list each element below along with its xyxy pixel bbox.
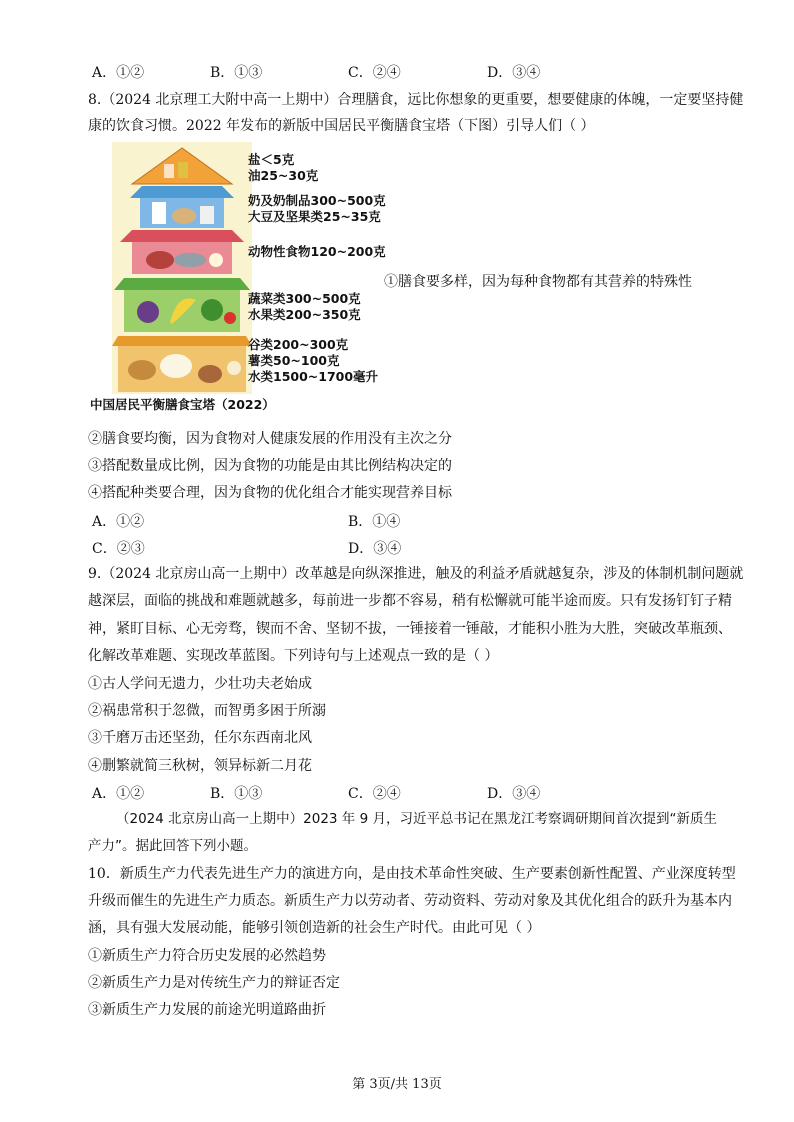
pagoda-label-tier1-line2: 油25~30克: [248, 168, 319, 183]
pagoda-tier2-milk: [152, 202, 166, 224]
q10-intro-line2: 产力”。据此回答下列小题。: [88, 838, 257, 854]
q8-option-c: C．②③: [92, 541, 145, 557]
q10-stem-line3: 涵，具有强大发展动能，能够引领创造新的社会生产时代。由此可见（ ）: [88, 920, 541, 936]
page-number: 第 3页/共 13页: [352, 1077, 442, 1092]
q9-stem-line1: 9.（2024 北京房山高一上期中）改革越是向纵深推进，触及的利益矛盾就越复杂，涉及的体制机制问题就: [88, 566, 744, 582]
pagoda-label-tier2-line2: 大豆及坚果类25~35克: [248, 209, 381, 224]
pagoda-tier5-rice: [227, 361, 241, 375]
q10-statement-3: ③新质生产力发展的前途光明道路曲折: [88, 1002, 326, 1018]
pagoda-tier2-tofu: [200, 206, 214, 224]
q9-option-b: B．①③: [210, 786, 263, 802]
q7-option-b: B．①③: [210, 65, 263, 81]
q9-option-c: C．②④: [348, 786, 401, 802]
pagoda-tier1-salt: [164, 164, 174, 178]
pagoda-tier4-grapes: [137, 301, 159, 323]
pagoda-label-tier5-line1: 谷类200~300克: [248, 337, 349, 352]
q8-option-a: A．①②: [92, 514, 145, 530]
pagoda-tier5-roof: [112, 336, 252, 346]
pagoda-tier3-fish: [174, 253, 206, 267]
pagoda-tier4-vegetable: [201, 299, 223, 321]
pagoda-tier4-roof: [114, 278, 250, 290]
q9-option-d: D．③④: [487, 786, 541, 802]
pagoda-tier5-grains: [128, 360, 156, 380]
q9-statement-3: ③千磨万击还坚劲，任尔东西南北风: [88, 730, 312, 746]
food-pagoda-illustration: [112, 142, 252, 394]
q9-statement-1: ①古人学问无遗力，少壮功夫老始成: [88, 676, 312, 692]
q7-option-d: D．③④: [487, 65, 541, 81]
q8-stem-line2: 康的饮食习惯。2022 年发布的新版中国居民平衡膳食宝塔（下图）引导人们（ ）: [88, 118, 595, 134]
pagoda-tier1-oil: [178, 162, 188, 178]
pagoda-label-tier5-line3: 水类1500~1700毫升: [248, 369, 379, 384]
q9-stem-line2: 越深层，面临的挑战和难题就越多，每前进一步都不容易，稍有松懈就可能半途而废。只有发扬钉钉子精: [88, 593, 732, 609]
food-pagoda-figure: [112, 142, 252, 394]
pagoda-tier2-nuts: [172, 208, 196, 224]
q9-stem-line3: 神，紧盯目标、心无旁骛，锲而不舍、坚韧不拔，一锤接着一锤敲，才能积小胜为大胜，突破改革瓶颈、: [88, 621, 732, 637]
q8-option-d: D．③④: [348, 541, 402, 557]
pagoda-tier5-buns: [160, 354, 192, 378]
pagoda-label-tier4-line1: 蔬菜类300~500克: [248, 291, 361, 306]
q7-option-a: A．①②: [92, 65, 145, 81]
q8-statement-1: ①膳食要多样，因为每种食物都有其营养的特殊性: [384, 274, 692, 290]
q8-statement-4: ④搭配种类要合理，因为食物的优化组合才能实现营养目标: [88, 485, 452, 501]
q8-statement-3: ③搭配数量成比例，因为食物的功能是由其比例结构决定的: [88, 458, 452, 474]
pagoda-label-tier1-line1: 盐＜5克: [248, 152, 295, 167]
pagoda-tier4-tomato: [224, 312, 236, 324]
q9-statement-4: ④删繁就简三秋树，领异标新二月花: [88, 758, 312, 774]
q10-stem-line2: 升级而催生的先进生产力质态。新质生产力以劳动者、劳动资料、劳动对象及其优化组合的跃升为基本内: [88, 893, 732, 909]
q10-intro-line1: （2024 北京房山高一上期中）2023 年 9 月，习近平总书记在黑龙江考察调研期间首次提到“新质生: [116, 811, 717, 827]
pagoda-tier3-roof: [120, 230, 244, 242]
q10-statement-1: ①新质生产力符合历史发展的必然趋势: [88, 948, 326, 964]
pagoda-caption: 中国居民平衡膳食宝塔（2022）: [90, 397, 275, 412]
q8-stem-line1: 8.（2024 北京理工大附中高一上期中）合理膳食，远比你想象的更重要，想要健康的体魄，一定要坚持健: [88, 92, 744, 108]
pagoda-tier2-roof: [130, 186, 234, 198]
pagoda-label-tier2-line1: 奶及奶制品300~500克: [248, 193, 386, 208]
q10-stem-line1: 10．新质生产力代表先进生产力的演进方向，是由技术革命性突破、生产要素创新性配置、产业深度转型: [88, 866, 736, 882]
pagoda-tier5-potato: [198, 365, 222, 383]
q8-option-b: B．①④: [348, 514, 401, 530]
pagoda-label-tier4-line2: 水果类200~350克: [248, 307, 361, 322]
q7-option-c: C．②④: [348, 65, 401, 81]
q10-statement-2: ②新质生产力是对传统生产力的辩证否定: [88, 975, 340, 991]
q9-stem-line4: 化解改革难题、实现改革蓝图。下列诗句与上述观点一致的是（ ）: [88, 648, 499, 664]
pagoda-label-tier5-line2: 薯类50~100克: [248, 353, 340, 368]
pagoda-tier3-meat: [146, 251, 174, 269]
pagoda-tier3-egg: [209, 253, 223, 267]
q8-statement-2: ②膳食要均衡，因为食物对人健康发展的作用没有主次之分: [88, 431, 452, 447]
pagoda-label-tier3-line1: 动物性食物120~200克: [248, 244, 386, 259]
q9-option-a: A．①②: [92, 786, 145, 802]
q9-statement-2: ②祸患常积于忽微，而智勇多困于所溺: [88, 703, 326, 719]
